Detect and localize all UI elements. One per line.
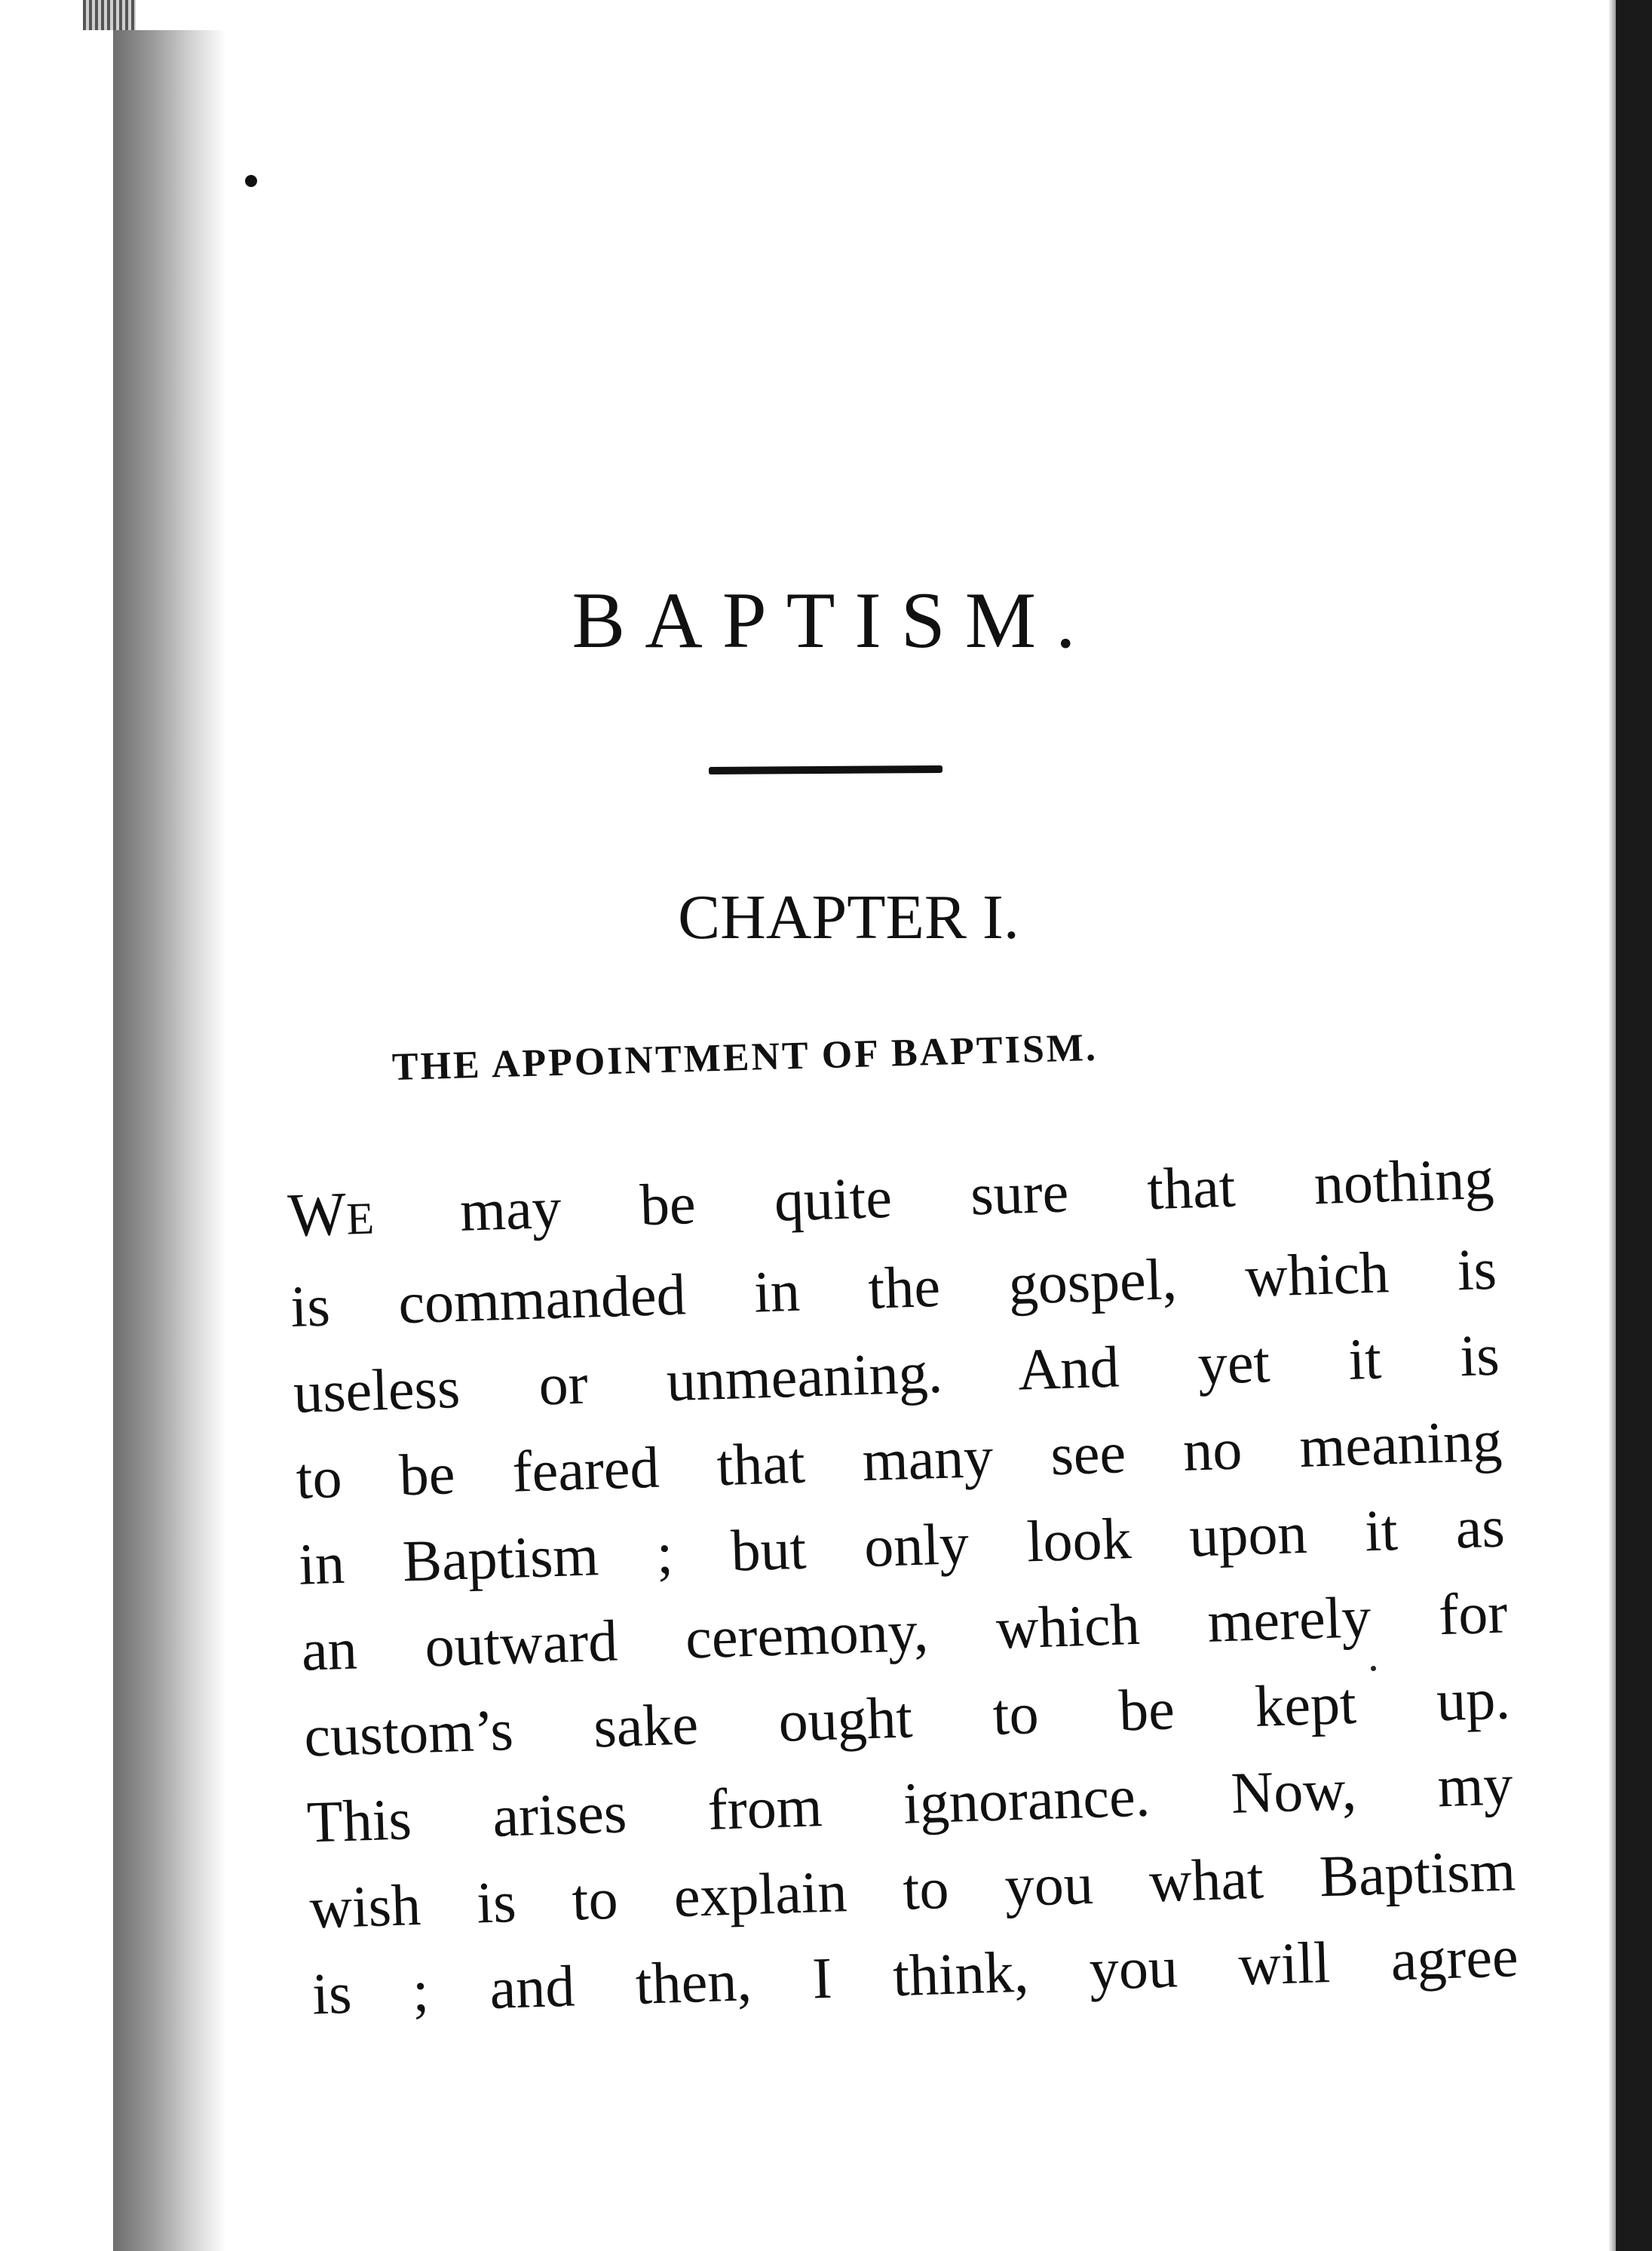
page-title: BAPTISM. [572,576,1096,664]
body-line: is commanded in the gospel, which is [290,1235,1498,1339]
initial-letter: W [287,1179,348,1250]
page-edge-shade [1608,0,1616,2251]
initial-smallcaps: E [345,1193,375,1244]
body-line-text: may be quite sure that nothing [458,1145,1495,1244]
body-line: useless or unmeaning. And yet it is [292,1321,1500,1425]
body-line: wish is to explain to you what Baptism [308,1837,1517,1941]
body-line: an outward ceremony, which merely for [300,1579,1509,1683]
chapter-heading: CHAPTER I. [678,882,1019,952]
body-line: in Baptism ; but only look upon it as [297,1493,1506,1597]
scan-left-margin [0,0,113,2251]
book-cover-edge [1616,0,1652,2251]
book-gutter-shadow [113,30,226,2251]
ink-speck [245,175,257,187]
title-rule [709,765,942,774]
body-line: This arises from ignorance. Now, my [305,1751,1514,1855]
body-line: is ; and then, I think, you will agree [311,1923,1519,2027]
scan-tab-mark [83,0,136,30]
body-line: custom’s sake ought to be kept up. [303,1665,1512,1769]
body-line: to be feared that many see no meaning [295,1407,1503,1511]
body-text [287,1135,1519,2038]
chapter-subtitle: THE APPOINTMENT OF BAPTISM. [391,1026,1099,1089]
